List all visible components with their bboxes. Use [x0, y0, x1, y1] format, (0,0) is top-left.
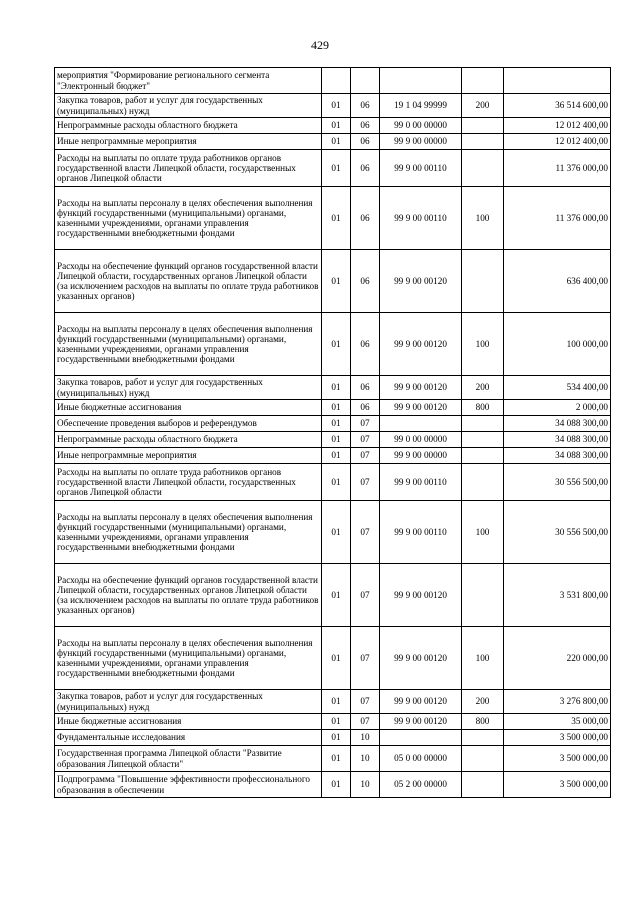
- table-row: [55, 690, 611, 714]
- amount-cell: 636 400,00: [504, 250, 611, 313]
- expense-name-cell: Расходы на выплаты персоналу в целях обеспечения выполнения функций государственными (муниципальными) органами, казенными учреждениями, органами управления государственными внебюджетными фондами: [55, 187, 322, 250]
- target-article-cell: 99 9 00 00120: [380, 714, 462, 730]
- table-row: [55, 416, 611, 432]
- expense-name-cell: Иные непрограммные мероприятия: [55, 134, 322, 150]
- table-row: [55, 118, 611, 134]
- budget-table-body: [55, 68, 611, 798]
- table-row: [55, 313, 611, 376]
- subsection-code-cell: [351, 68, 380, 94]
- target-article-cell: 99 9 00 00110: [380, 464, 462, 501]
- expense-type-cell: 800: [462, 400, 504, 416]
- amount-cell: 2 000,00: [504, 400, 611, 416]
- amount-cell: 11 376 000,00: [504, 187, 611, 250]
- amount-cell: 34 088 300,00: [504, 432, 611, 448]
- expense-type-cell: 200: [462, 690, 504, 714]
- amount-cell: 34 088 300,00: [504, 416, 611, 432]
- expense-name-cell: Фундаментальные исследования: [55, 730, 322, 746]
- target-article-cell: 99 9 00 00110: [380, 150, 462, 187]
- expense-name-cell: Расходы на выплаты персоналу в целях обеспечения выполнения функций государственными (муниципальными) органами, казенными учреждениями, органами управления государственными внебюджетными фондами: [55, 501, 322, 564]
- section-code-cell: 01: [322, 250, 351, 313]
- expense-name-cell: Подпрограмма "Повышение эффективности профессионального образования в обеспечении: [55, 772, 322, 798]
- expense-name-cell: Иные непрограммные мероприятия: [55, 448, 322, 464]
- expense-type-cell: 100: [462, 501, 504, 564]
- subsection-code-cell: 07: [351, 432, 380, 448]
- target-article-cell: 05 0 00 00000: [380, 746, 462, 772]
- amount-cell: 220 000,00: [504, 627, 611, 690]
- section-code-cell: 01: [322, 432, 351, 448]
- amount-cell: 3 500 000,00: [504, 772, 611, 798]
- expense-name-cell: Расходы на обеспечение функций органов государственной власти Липецкой области, государственных органов Липецкой области (за исключением расходов на выплаты по оплате труда работников указанных органов): [55, 564, 322, 627]
- subsection-code-cell: 06: [351, 134, 380, 150]
- subsection-code-cell: 06: [351, 400, 380, 416]
- amount-cell: [504, 68, 611, 94]
- expense-type-cell: 200: [462, 94, 504, 118]
- section-code-cell: 01: [322, 376, 351, 400]
- expense-type-cell: 100: [462, 187, 504, 250]
- target-article-cell: 19 1 04 99999: [380, 94, 462, 118]
- section-code-cell: 01: [322, 118, 351, 134]
- amount-cell: 34 088 300,00: [504, 448, 611, 464]
- expense-type-cell: [462, 448, 504, 464]
- expense-type-cell: [462, 68, 504, 94]
- expense-type-cell: [462, 564, 504, 627]
- section-code-cell: [322, 68, 351, 94]
- expense-type-cell: 800: [462, 714, 504, 730]
- section-code-cell: 01: [322, 400, 351, 416]
- target-article-cell: [380, 416, 462, 432]
- expense-type-cell: [462, 134, 504, 150]
- amount-cell: 3 500 000,00: [504, 746, 611, 772]
- section-code-cell: 01: [322, 714, 351, 730]
- section-code-cell: 01: [322, 464, 351, 501]
- expense-name-cell: Расходы на выплаты по оплате труда работников органов государственной власти Липецкой области, государственных органов Липецкой области: [55, 464, 322, 501]
- subsection-code-cell: 06: [351, 94, 380, 118]
- target-article-cell: 99 0 00 00000: [380, 118, 462, 134]
- expense-name-cell: мероприятия "Формирование регионального сегмента "Электронный бюджет": [55, 68, 322, 94]
- expense-name-cell: Расходы на выплаты по оплате труда работников органов государственной власти Липецкой области, государственных органов Липецкой области: [55, 150, 322, 187]
- target-article-cell: 99 9 00 00000: [380, 134, 462, 150]
- target-article-cell: 99 9 00 00120: [380, 400, 462, 416]
- target-article-cell: 99 9 00 00120: [380, 627, 462, 690]
- subsection-code-cell: 07: [351, 627, 380, 690]
- expense-type-cell: [462, 730, 504, 746]
- section-code-cell: 01: [322, 448, 351, 464]
- expense-type-cell: [462, 118, 504, 134]
- expense-type-cell: [462, 416, 504, 432]
- target-article-cell: [380, 68, 462, 94]
- expense-type-cell: [462, 746, 504, 772]
- target-article-cell: 99 9 00 00120: [380, 564, 462, 627]
- amount-cell: 30 556 500,00: [504, 501, 611, 564]
- target-article-cell: 99 0 00 00000: [380, 432, 462, 448]
- expense-type-cell: 100: [462, 313, 504, 376]
- amount-cell: 3 531 800,00: [504, 564, 611, 627]
- expense-type-cell: [462, 772, 504, 798]
- target-article-cell: 99 9 00 00120: [380, 313, 462, 376]
- amount-cell: 534 400,00: [504, 376, 611, 400]
- subsection-code-cell: 06: [351, 150, 380, 187]
- subsection-code-cell: 07: [351, 564, 380, 627]
- expense-name-cell: Государственная программа Липецкой области "Развитие образования Липецкой области": [55, 746, 322, 772]
- table-row: [55, 134, 611, 150]
- expense-name-cell: Обеспечение проведения выборов и референдумов: [55, 416, 322, 432]
- table-row: [55, 746, 611, 772]
- section-code-cell: 01: [322, 627, 351, 690]
- expense-name-cell: Иные бюджетные ассигнования: [55, 400, 322, 416]
- section-code-cell: 01: [322, 730, 351, 746]
- target-article-cell: [380, 730, 462, 746]
- expense-type-cell: [462, 150, 504, 187]
- amount-cell: 36 514 600,00: [504, 94, 611, 118]
- subsection-code-cell: 10: [351, 772, 380, 798]
- table-row: [55, 730, 611, 746]
- subsection-code-cell: 07: [351, 501, 380, 564]
- table-row: [55, 68, 611, 94]
- table-row: [55, 714, 611, 730]
- subsection-code-cell: 06: [351, 313, 380, 376]
- subsection-code-cell: 07: [351, 416, 380, 432]
- expense-name-cell: Непрограммные расходы областного бюджета: [55, 432, 322, 448]
- amount-cell: 3 276 800,00: [504, 690, 611, 714]
- subsection-code-cell: 06: [351, 118, 380, 134]
- subsection-code-cell: 10: [351, 730, 380, 746]
- page-number: 429: [311, 38, 329, 52]
- subsection-code-cell: 06: [351, 250, 380, 313]
- section-code-cell: 01: [322, 150, 351, 187]
- target-article-cell: 99 9 00 00120: [380, 250, 462, 313]
- amount-cell: 30 556 500,00: [504, 464, 611, 501]
- subsection-code-cell: 10: [351, 746, 380, 772]
- table-row: [55, 501, 611, 564]
- table-row: [55, 150, 611, 187]
- table-row: [55, 250, 611, 313]
- subsection-code-cell: 07: [351, 690, 380, 714]
- table-row: [55, 187, 611, 250]
- section-code-cell: 01: [322, 746, 351, 772]
- subsection-code-cell: 06: [351, 376, 380, 400]
- subsection-code-cell: 07: [351, 464, 380, 501]
- subsection-code-cell: 07: [351, 714, 380, 730]
- expense-name-cell: Иные бюджетные ассигнования: [55, 714, 322, 730]
- table-row: [55, 376, 611, 400]
- table-row: [55, 627, 611, 690]
- expense-type-cell: [462, 432, 504, 448]
- expense-type-cell: [462, 464, 504, 501]
- table-row: [55, 400, 611, 416]
- section-code-cell: 01: [322, 416, 351, 432]
- table-row: [55, 448, 611, 464]
- target-article-cell: 99 9 00 00120: [380, 376, 462, 400]
- table-row: [55, 564, 611, 627]
- target-article-cell: 99 9 00 00110: [380, 187, 462, 250]
- amount-cell: 12 012 400,00: [504, 134, 611, 150]
- target-article-cell: 05 2 00 00000: [380, 772, 462, 798]
- section-code-cell: 01: [322, 501, 351, 564]
- subsection-code-cell: 06: [351, 187, 380, 250]
- target-article-cell: 99 9 00 00110: [380, 501, 462, 564]
- expense-type-cell: 100: [462, 627, 504, 690]
- amount-cell: 11 376 000,00: [504, 150, 611, 187]
- expense-name-cell: Непрограммные расходы областного бюджета: [55, 118, 322, 134]
- amount-cell: 100 000,00: [504, 313, 611, 376]
- table-row: [55, 772, 611, 798]
- subsection-code-cell: 07: [351, 448, 380, 464]
- section-code-cell: 01: [322, 187, 351, 250]
- expense-name-cell: Закупка товаров, работ и услуг для государственных (муниципальных) нужд: [55, 94, 322, 118]
- table-row: [55, 94, 611, 118]
- expense-name-cell: Закупка товаров, работ и услуг для государственных (муниципальных) нужд: [55, 376, 322, 400]
- section-code-cell: 01: [322, 94, 351, 118]
- section-code-cell: 01: [322, 564, 351, 627]
- section-code-cell: 01: [322, 134, 351, 150]
- expense-type-cell: [462, 250, 504, 313]
- section-code-cell: 01: [322, 772, 351, 798]
- budget-table: [54, 67, 611, 798]
- target-article-cell: 99 9 00 00000: [380, 448, 462, 464]
- amount-cell: 12 012 400,00: [504, 118, 611, 134]
- section-code-cell: 01: [322, 690, 351, 714]
- expense-name-cell: Расходы на обеспечение функций органов государственной власти Липецкой области, государственных органов Липецкой области (за исключением расходов на выплаты по оплате труда работников указанных органов): [55, 250, 322, 313]
- amount-cell: 3 500 000,00: [504, 730, 611, 746]
- amount-cell: 35 000,00: [504, 714, 611, 730]
- expense-name-cell: Закупка товаров, работ и услуг для государственных (муниципальных) нужд: [55, 690, 322, 714]
- table-row: [55, 464, 611, 501]
- section-code-cell: 01: [322, 313, 351, 376]
- expense-name-cell: Расходы на выплаты персоналу в целях обеспечения выполнения функций государственными (муниципальными) органами, казенными учреждениями, органами управления государственными внебюджетными фондами: [55, 313, 322, 376]
- expense-type-cell: 200: [462, 376, 504, 400]
- expense-name-cell: Расходы на выплаты персоналу в целях обеспечения выполнения функций государственными (муниципальными) органами, казенными учреждениями, органами управления государственными внебюджетными фондами: [55, 627, 322, 690]
- target-article-cell: 99 9 00 00120: [380, 690, 462, 714]
- table-row: [55, 432, 611, 448]
